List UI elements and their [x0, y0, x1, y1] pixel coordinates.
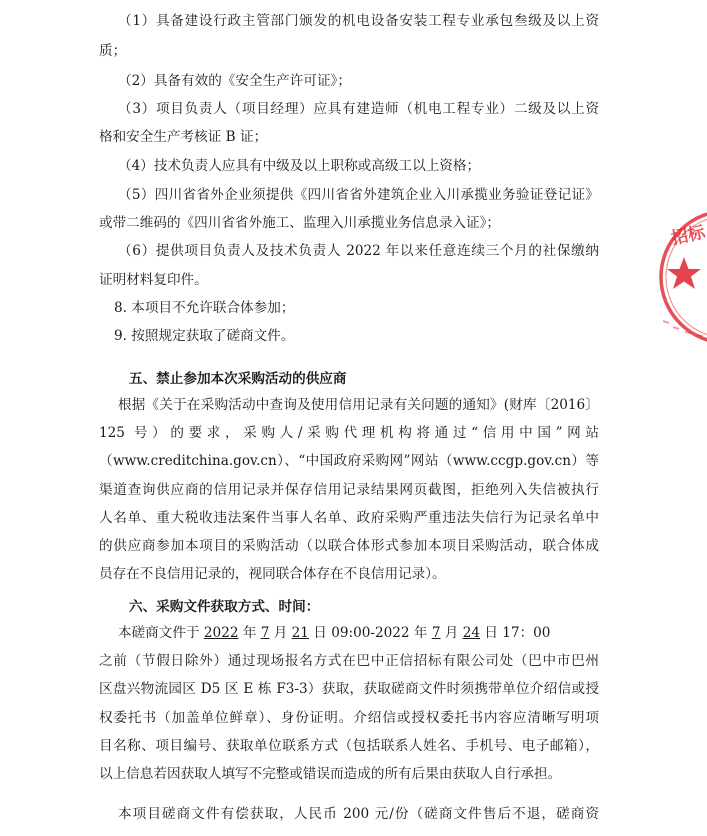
time-text-2: 月 — [269, 625, 292, 641]
requirement-2: （2）具备有效的《安全生产许可证》； — [118, 73, 351, 89]
section-5-paragraph-line-2: 125 号）的要求，采购人/采购代理机构将通过“信用中国”网站 — [99, 425, 599, 441]
section-6-heading: 六、采购文件获取方式、时间： — [129, 599, 320, 615]
company-seal — [657, 205, 707, 350]
section-6-paragraph-line-5: 目名称、项目编号、获取单位联系方式（包括联系人姓名、手机号、电子邮箱）， — [99, 738, 599, 754]
section-5-paragraph-line-4: 渠道查询供应商的信用记录并保存信用记录结果网页截图，拒绝列入失信被执行 — [99, 482, 599, 498]
start-day: 21 — [291, 625, 309, 641]
requirement-4: （4）技术负责人应具有中级及以上职称或高级工以上资格； — [118, 158, 481, 174]
requirement-5-line-2: 或带二维码的《四川省省外施工、监理入川承揽业务信息录入证》； — [99, 215, 501, 231]
start-year: 2022 — [203, 625, 239, 641]
item-8: 8. 本项目不允许联合体参加； — [114, 300, 295, 316]
fee-paragraph-line-1: 本项目磋商文件有偿获取，人民币 200 元/份（磋商文件售后不退，磋商资 — [118, 806, 599, 822]
requirement-6-line-1: （6）提供项目负责人及技术负责人 2022 年以来任意连续三个月的社保缴纳 — [118, 243, 599, 259]
seal-lettering: 招标 — [669, 222, 707, 250]
time-prefix: 本磋商文件于 — [118, 625, 204, 641]
section-6-paragraph-line-2: 之前（节假日除外）通过现场报名方式在巴中正信招标有限公司处（巴中市巴州 — [99, 653, 599, 669]
section-5-paragraph-line-1: 根据《关于在采购活动中查询及使用信用记录有关问题的通知》(财库〔2016〕 — [118, 397, 599, 413]
section-5-paragraph-line-6: 的供应商参加本项目的采购活动（以联合体形式参加本项目采购活动，联合体成 — [99, 538, 599, 554]
end-month: 7 — [431, 625, 441, 641]
section-6-paragraph-line-6: 以上信息若因获取人填写不完整或错误而造成的所有后果由获取人自行承担。 — [99, 766, 562, 782]
requirement-1-line-2: 质； — [99, 43, 127, 59]
requirement-3-line-2: 格和安全生产考核证 B 证； — [99, 129, 268, 145]
seal-stamp-icon — [657, 205, 707, 350]
requirement-3-line-1: （3）项目负责人（项目经理）应具有建造师（机电工程专业）二级及以上资 — [118, 101, 599, 117]
document-time-line — [118, 624, 599, 642]
section-5-paragraph-line-5: 人名单、重大税收违法案件当事人名单、政府采购严重违法失信行为记录名单中 — [99, 510, 599, 526]
section-5-paragraph-line-3: （www.creditchina.gov.cn）、“中国政府采购网”网站（www.ccgp.gov.cn）等 — [99, 453, 599, 469]
requirement-5-line-1: （5）四川省省外企业须提供《四川省省外建筑企业入川承揽业务验证登记证》 — [118, 187, 599, 203]
start-month: 7 — [260, 625, 270, 641]
time-text-3: 日 09:00-2022 年 — [308, 625, 432, 641]
section-6-paragraph-line-4: 权委托书（加盖单位鲜章）、身份证明。介绍信或授权委托书内容应清晰写明项 — [99, 710, 599, 726]
end-day: 24 — [462, 625, 481, 641]
section-5-paragraph-line-7: 员存在不良信用记录的，视同联合体存在不良信用记录）。 — [99, 566, 446, 582]
time-text-1: 年 — [238, 625, 261, 641]
seal-star-icon — [667, 257, 701, 289]
item-9: 9. 按照规定获取了磋商文件。 — [114, 328, 295, 344]
time-text-5: 日 17：00 — [480, 625, 551, 641]
section-6-paragraph-line-3: 区盘兴物流园区 D5 区 E 栋 F3-3）获取，获取磋商文件时须携带单位介绍信或授 — [99, 681, 599, 697]
time-text-4: 月 — [440, 625, 463, 641]
requirement-1-line-1: （1）具备建设行政主管部门颁发的机电设备安装工程专业承包叁级及以上资 — [118, 13, 599, 29]
section-5-heading: 五、禁止参加本次采购活动的供应商 — [129, 371, 347, 387]
requirement-6-line-2: 证明材料复印件。 — [99, 272, 208, 288]
